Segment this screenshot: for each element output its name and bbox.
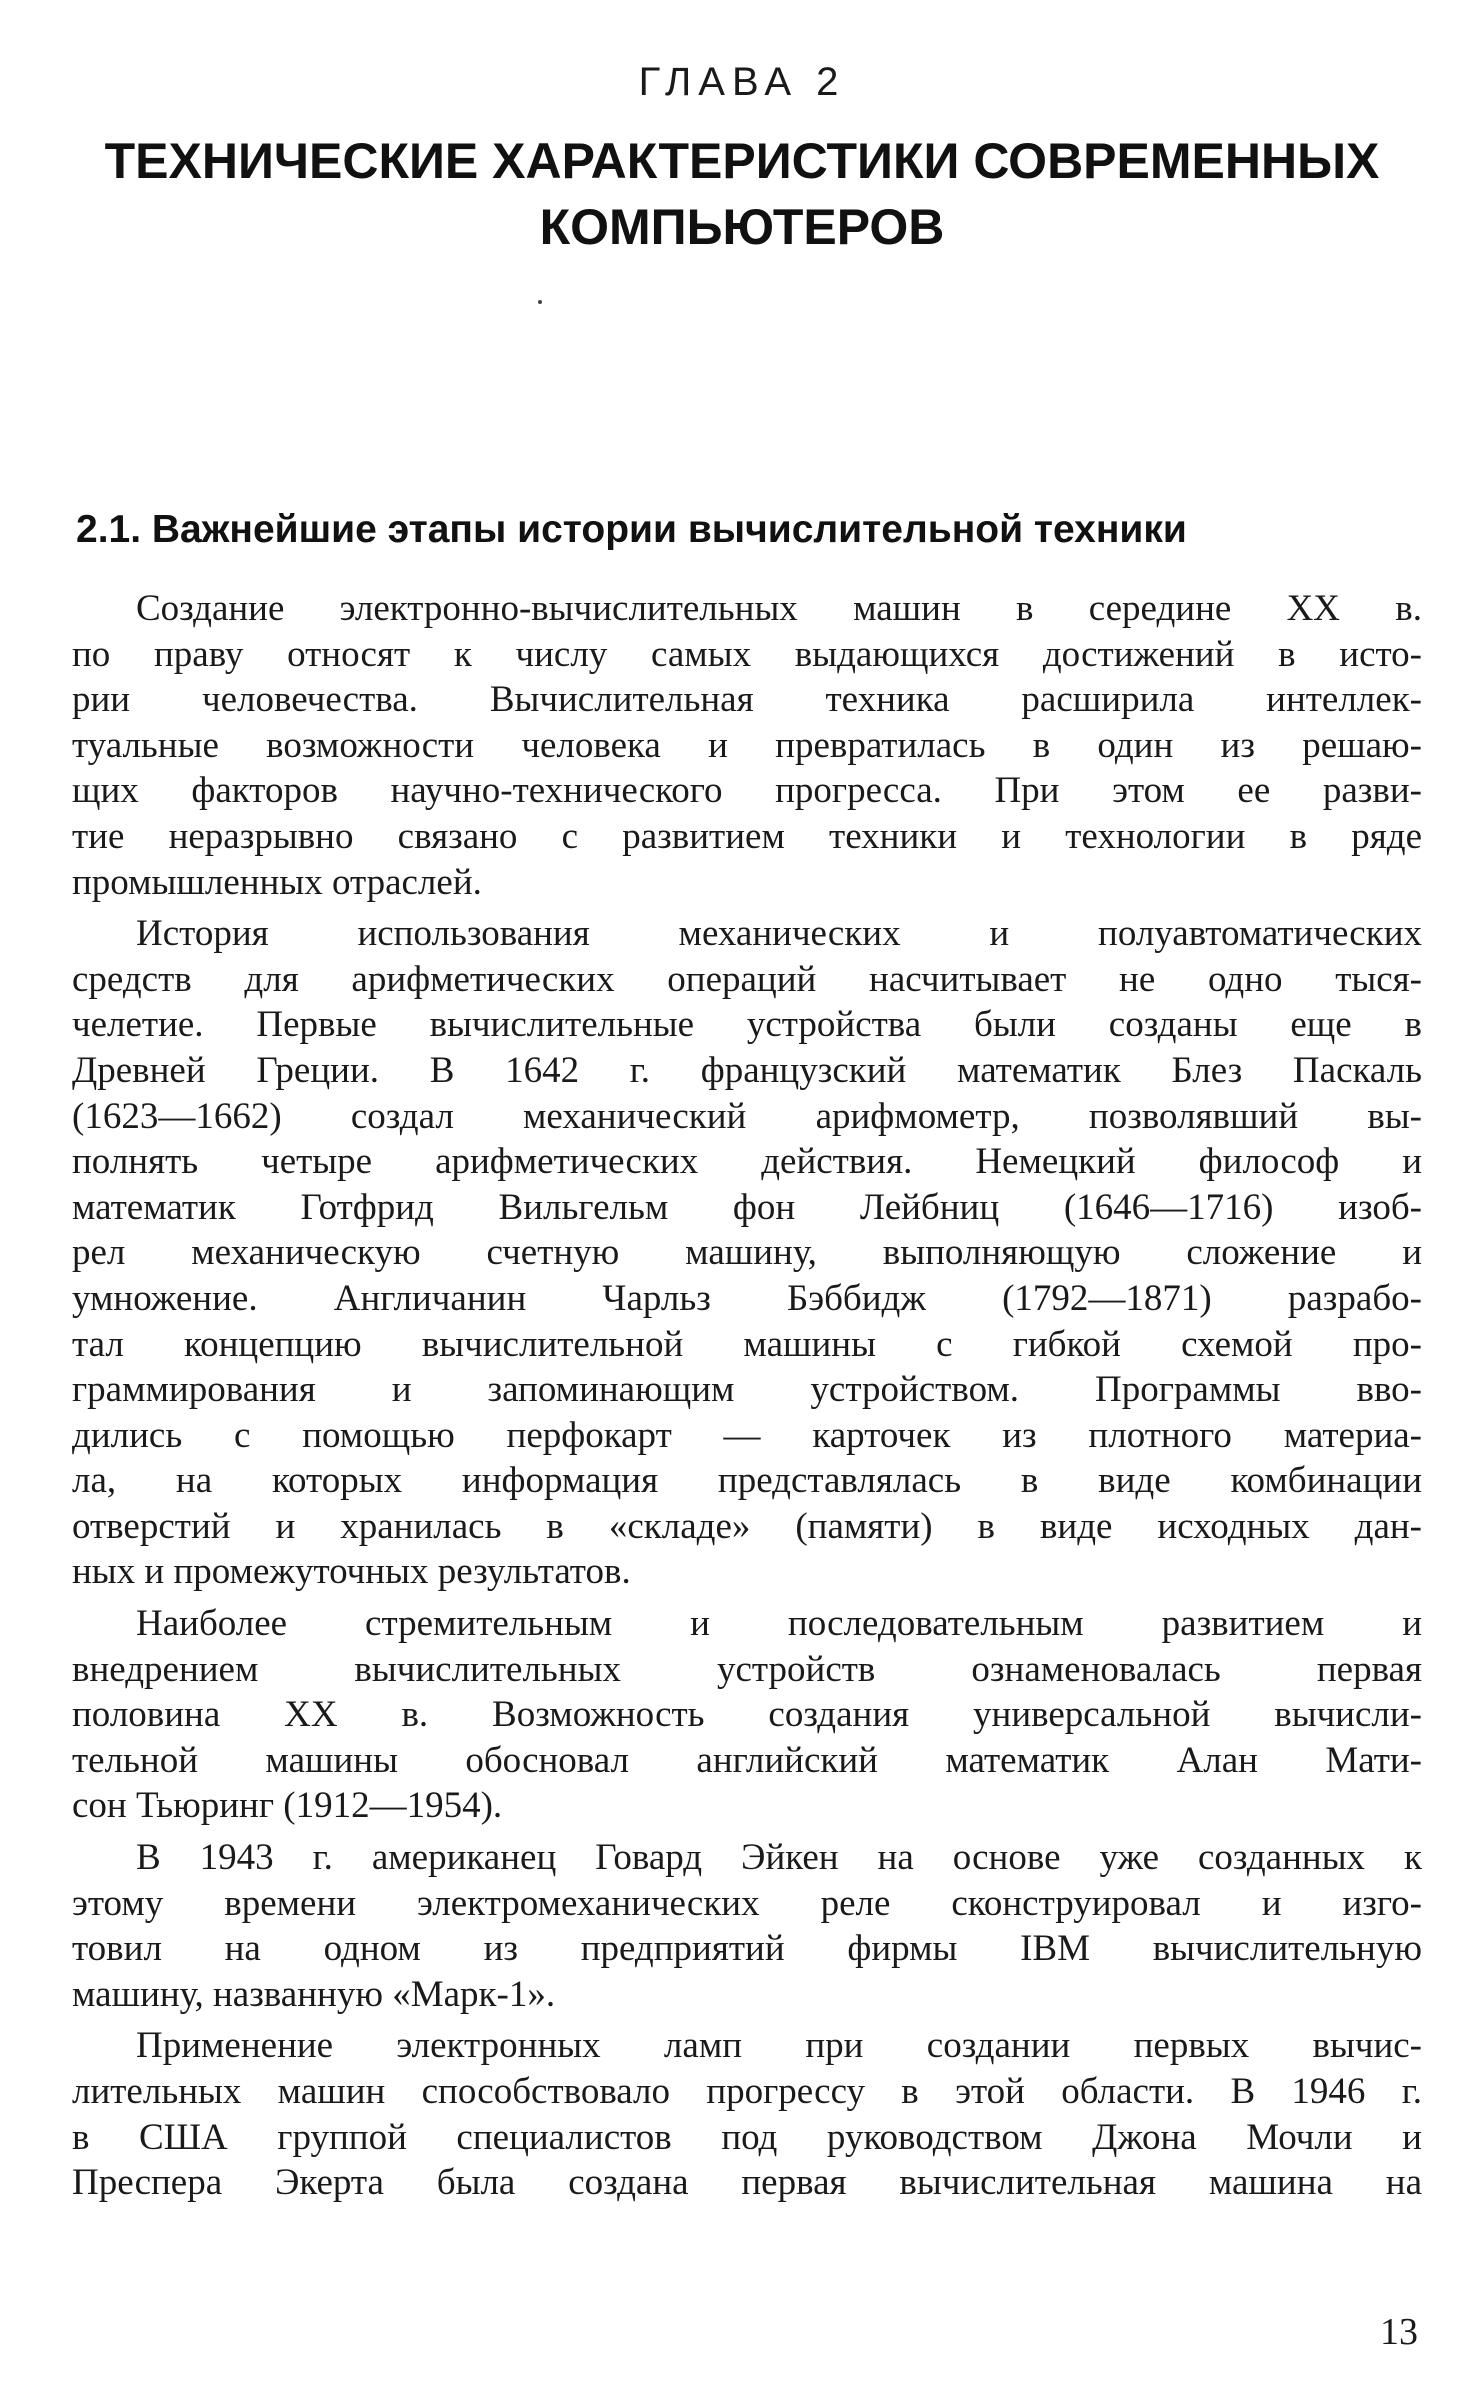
- text-line: туальные возможности человека и превратилась в один из решаю-: [72, 724, 1422, 766]
- text-line: рии человечества. Вычислительная техника расширила интеллек-: [72, 679, 1422, 721]
- section-heading: 2.1. Важнейшие этапы истории вычислительной техники: [76, 508, 1187, 551]
- text-line: товил на одном из предприятий фирмы IBM вычислительную: [72, 1928, 1422, 1970]
- text-line: машину, названную «Марк-1».: [72, 1973, 556, 2015]
- chapter-title-line: ТЕХНИЧЕСКИЕ ХАРАКТЕРИСТИКИ СОВРЕМЕННЫХ: [104, 133, 1380, 189]
- text-line: в США группой специалистов под руководством Джона Мочли и: [72, 2116, 1422, 2158]
- text-line: математик Готфрид Вильгельм фон Лейбниц (1646—1716) изоб-: [72, 1186, 1422, 1228]
- text-line: В 1943 г. американец Говард Эйкен на основе уже созданных к: [136, 1837, 1422, 1879]
- text-line: История использования механических и полуавтоматических: [136, 913, 1422, 955]
- text-line: внедрением вычислительных устройств ознаменовалась первая: [72, 1648, 1422, 1690]
- text-line: граммирования и запоминающим устройством. Программы вво-: [72, 1369, 1422, 1411]
- text-line: тельной машины обосновал английский математик Алан Мати-: [72, 1739, 1422, 1781]
- chapter-label: ГЛАВА 2: [638, 60, 846, 104]
- text-line: ных и промежуточных результатов.: [72, 1551, 631, 1593]
- text-line: этому времени электромеханических реле сконструировал и изго-: [72, 1882, 1422, 1924]
- text-line: ла, на которых информация представлялась в виде комбинации: [72, 1460, 1422, 1502]
- text-line: щих факторов научно-технического прогресса. При этом ее разви-: [72, 770, 1422, 812]
- paragraph: [72, 1835, 1422, 2017]
- text-line: умножение. Англичанин Чарльз Бэббидж (1792—1871) разрабо-: [72, 1277, 1422, 1319]
- chapter-title: [70, 128, 1414, 260]
- paragraph: [72, 911, 1422, 1595]
- print-speck: [538, 300, 542, 304]
- text-line: рел механическую счетную машину, выполняющую сложение и: [72, 1232, 1422, 1274]
- text-line: средств для арифметических операций насчитывает не одно тыся-: [72, 958, 1422, 1000]
- paragraph: [72, 586, 1422, 905]
- page-number: 13: [1380, 2311, 1418, 2353]
- text-line: по праву относят к числу самых выдающихся достижений в исто-: [72, 633, 1422, 675]
- chapter-title-line: КОМПЬЮТЕРОВ: [539, 199, 945, 255]
- text-line: тие неразрывно связано с развитием техники и технологии в ряде: [72, 815, 1422, 857]
- text-line: Преспера Экерта была создана первая вычислительная машина на: [72, 2162, 1422, 2204]
- text-line: Древней Греции. В 1642 г. французский математик Блез Паскаль: [72, 1049, 1422, 1091]
- text-line: сон Тьюринг (1912—1954).: [72, 1785, 503, 1827]
- text-line: промышленных отраслей.: [72, 861, 482, 903]
- text-line: половина XX в. Возможность создания универсальной вычисли-: [72, 1694, 1422, 1736]
- text-line: челетие. Первые вычислительные устройства были созданы еще в: [72, 1004, 1422, 1046]
- text-line: полнять четыре арифметических действия. Немецкий философ и: [72, 1141, 1422, 1183]
- text-line: Применение электронных ламп при создании первых вычис-: [136, 2025, 1422, 2067]
- paragraph: [72, 2023, 1422, 2205]
- paragraph: [72, 1601, 1422, 1829]
- text-line: (1623—1662) создал механический арифмометр, позволявший вы-: [72, 1095, 1422, 1137]
- text-line: дились с помощью перфокарт — карточек из плотного материа-: [72, 1414, 1422, 1456]
- text-line: Наиболее стремительным и последовательным развитием и: [136, 1603, 1422, 1645]
- text-line: тал концепцию вычислительной машины с гибкой схемой про-: [72, 1323, 1422, 1365]
- text-line: отверстий и хранилась в «складе» (памяти) в виде исходных дан-: [72, 1505, 1422, 1547]
- text-line: лительных машин способствовало прогрессу в этой области. В 1946 г.: [72, 2071, 1422, 2112]
- text-line: Создание электронно-вычислительных машин в середине XX в.: [136, 588, 1422, 629]
- body-text: [72, 586, 1422, 2206]
